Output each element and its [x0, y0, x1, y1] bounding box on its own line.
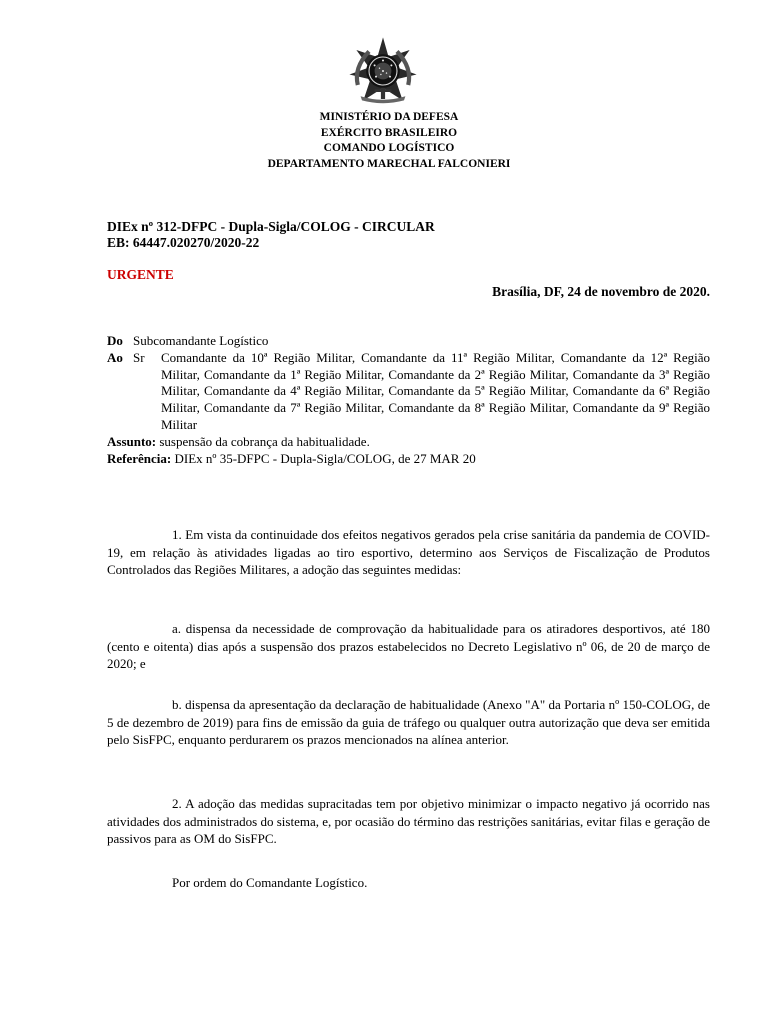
document-date: Brasília, DF, 24 de novembro de 2020. [492, 284, 710, 299]
urgency-label: URGENTE [107, 267, 174, 282]
to-row [107, 350, 710, 434]
from-label: Do [107, 333, 123, 348]
subject-row [107, 434, 710, 451]
reference-row [107, 451, 710, 468]
addressing-block [107, 333, 710, 467]
reference-label: Referência: [107, 450, 172, 466]
eb-number: EB: 64447.020270/2020-22 [107, 235, 260, 250]
to-salutation: Sr [133, 349, 145, 365]
to-label: Ao [107, 349, 123, 365]
header-ministry: MINISTÉRIO DA DEFESA [319, 111, 459, 123]
paragraph-item-b: b. dispensa da apresentação da declaração de habitualidade (Anexo "A" da Portaria nº 150-COLOG, de 5 de dezembro de 2019) para fins de emissão da guia de tráfego ou qualquer outra autorização que deva ser emitida pelo SisFPC, enquanto perdurarem os prazos mencionados na alínea anterior. [107, 697, 710, 747]
paragraph-2: 2. A adoção das medidas supracitadas tem por objetivo minimizar o impacto negativo já ocorrido nas atividades dos administrados do sistema, e, por ocasião do término das restrições sanitárias, evitar filas e geração de passivos para as OM do SisFPC. [107, 796, 710, 846]
paragraph-1: 1. Em vista da continuidade dos efeitos negativos gerados pela crise sanitária da pandemia de COVID-19, em relação às atividades ligadas ao tiro esportivo, determino aos Serviços de Fiscalização de Produtos Controlados das Regiões Militares, a adoção das seguintes medidas: [107, 527, 710, 577]
paragraph-item-a: a. dispensa da necessidade de comprovação da habitualidade para os atiradores desportivos, até 180 (cento e oitenta) dias após a suspensão dos prazos estabelecidos no Decreto Legislativo nº 06, de 20 de março de 2020; e [107, 621, 710, 671]
subject-label: Assunto: [107, 433, 157, 449]
coat-of-arms-emblem [348, 36, 418, 106]
header-army: EXÉRCITO BRASILEIRO [320, 126, 458, 139]
document-number: DIEx nº 312-DFPC - Dupla-Sigla/COLOG - CIRCULAR [107, 219, 435, 234]
closing-line: Por ordem do Comandante Logístico. [172, 875, 368, 890]
from-row [107, 333, 710, 350]
from-value: Subcomandante Logístico [133, 333, 269, 348]
header-department: DEPARTAMENTO MARECHAL FALCONIERI [267, 157, 511, 170]
subject-value: suspensão da cobrança da habitualidade. [159, 433, 370, 449]
reference-value: DIEx nº 35-DFPC - Dupla-Sigla/COLOG, de 27 MAR 20 [174, 450, 476, 466]
header-command: COMANDO LOGÍSTICO [323, 142, 455, 154]
institution-header [0, 110, 768, 172]
to-value: Comandante da 10ª Região Militar, Comandante da 11ª Região Militar, Comandante da 12ª Região Militar, Comandante da 1ª Região Militar, Comandante da 2ª Região Militar, Comandante da 3ª Região Militar, Comandante da 4ª Região Militar, Comandante da 5ª Região Militar, Comandante da 6ª Região Militar, Comandante da 7ª Região Militar, Comandante da 8ª Região Militar, Comandante da 9ª Região Militar [161, 349, 710, 432]
